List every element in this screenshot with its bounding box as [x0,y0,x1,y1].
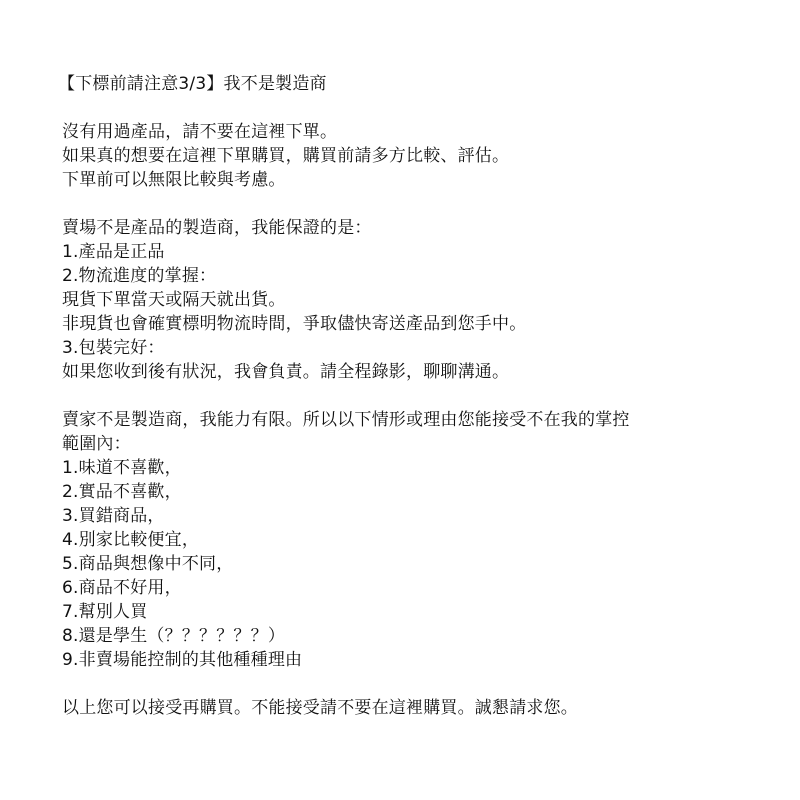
guarantee-line: 3.包裝完好： [62,338,165,358]
limits-item: 9.非賣場能控制的其他種種理由 [62,650,303,670]
limits-item: 6.商品不好用， [62,578,182,598]
limits-item: 2.實品不喜歡， [62,482,182,502]
spacer [62,96,782,120]
guarantee-line: 如果您收到後有狀況，我會負責。請全程錄影，聊聊溝通。 [62,362,510,382]
guarantee-line: 非現貨也會確實標明物流時間，爭取儘快寄送產品到您手中。 [62,314,527,334]
notice-title: 【下標前請注意3/3】我不是製造商 [58,74,327,94]
notice-document [58,72,782,720]
spacer [62,384,782,408]
limits-item: 3.買錯商品， [62,506,165,526]
limits-item: 8.還是學生（？？？？？？） [62,626,286,646]
intro-line: 如果真的想要在這裡下單購買，購買前請多方比較、評估。 [62,146,510,166]
limits-item: 7.幫別人買 [62,602,148,622]
intro-line: 沒有用過產品，請不要在這裡下單。 [62,122,338,142]
guarantee-heading: 賣場不是產品的製造商，我能保證的是： [62,218,372,238]
limits-item: 1.味道不喜歡， [62,458,182,478]
spacer [62,192,782,216]
guarantee-line: 現貨下單當天或隔天就出貨。 [62,290,286,310]
limits-item: 4.別家比較便宜， [62,530,200,550]
spacer [62,672,782,696]
guarantee-line: 1.產品是正品 [62,242,165,262]
limits-heading: 範圍內： [62,434,131,454]
intro-line: 下單前可以無限比較與考慮。 [62,170,286,190]
closing-line: 以上您可以接受再購買。不能接受請不要在這裡購買。誠懇請求您。 [62,698,578,718]
limits-item: 5.商品與想像中不同， [62,554,234,574]
guarantee-line: 2.物流進度的掌握： [62,266,217,286]
limits-heading: 賣家不是製造商，我能力有限。所以以下情形或理由您能接受不在我的掌控 [62,410,630,430]
